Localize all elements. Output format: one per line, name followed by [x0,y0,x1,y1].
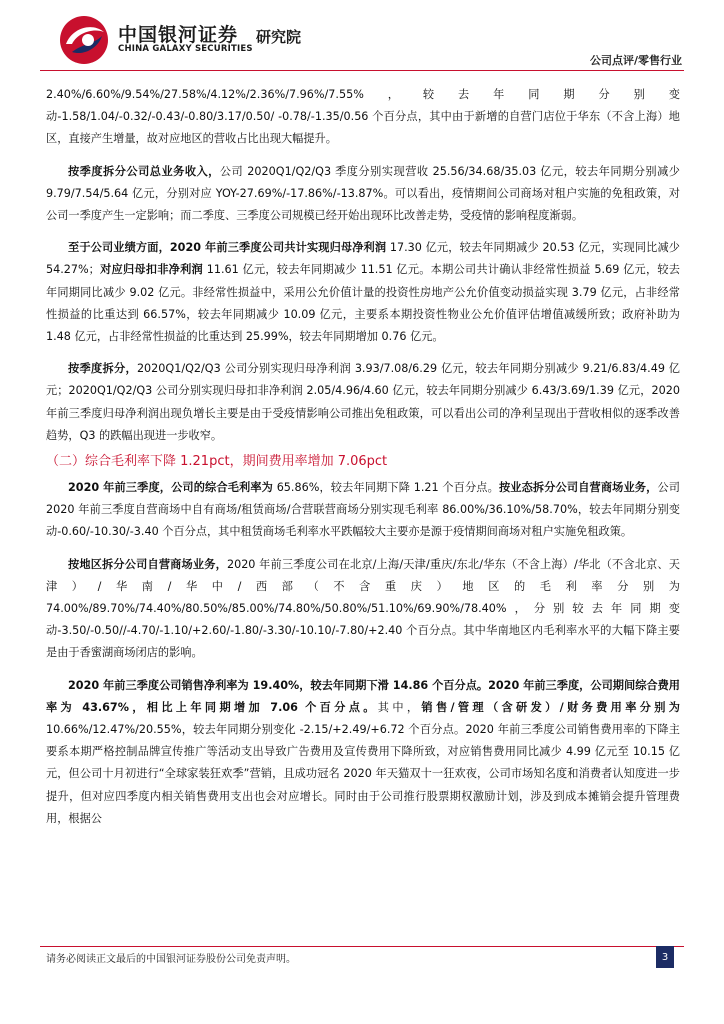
paragraph-region-margin [46,554,680,665]
paragraph-region-revenue: 2.40%/6.60%/9.54%/27.58%/4.12%/2.36%/7.96%/7.55%，较去年同期分别变动-1.58/1.04/-0.32/-0.43/-0.80/3.17/0.50/ -0.78/-1.35/0.56 个百分点，其中由于新增的自营门店位于华东（不含上海）地区，直接产生增量，故对应地区的营收占比出现大幅提升。 [46,88,680,146]
paragraph-text: 11.61 亿元，较去年同期减少 11.51 亿元。本期公司共计确认非经常性损益 5.69 亿元，较去年同期同比减少 9.02 亿元。非经常性损益中，采用公允价值计量的投资性房地产公允价值变动损益实现 3.79 亿元，占非经常性损益的比重达到 66.57%，较去年同期减少 10.09 亿元，主要系本期投资性物业公允价值评估增值减缓所致；政府补助为 1.48 亿元，占非经常性损益的比重达到 25.99%，较去年同期增加 0.76 亿元。 [46,263,680,344]
paragraph-text: 2020Q1/Q2/Q3 公司分别实现归母净利润 3.93/7.08/6.29 亿元，较去年同期分别减少 9.21/6.83/4.49 亿元；2020Q1/Q2/Q3 公司分别实现归母扣非净利润 2.05/4.96/4.60 亿元，较去年同期分别减少 6.43/3.69/1.39 亿元，2020 年前三季度归母净利润出现负增长主要是由于受疫情影响公司推出免租政策，可以看出公司的净利呈现出于营收相似的逐季改善趋势，Q3 的跌幅出现进一步收窄。 [46,362,680,442]
report-category: 公司点评/零售行业 [589,54,682,67]
paragraph-text: 公司 2020Q1/Q2/Q3 季度分别实现营收 25.56/34.68/35.03 亿元，较去年同期分别减少 9.79/7.54/5.64 亿元，分别对应 YOY-27.69%/-17.86%/-13.87%。可以看出，疫情期间公司商场对租户实施的免租政策，对公司一季度产生一定影响；而二季度、三季度公司规模已经开始出现环比改善走势，受疫情的影响程度渐弱。 [46,164,680,223]
paragraph-lead: 按季度拆分公司总业务收入， [68,164,220,178]
paragraph-quarterly-revenue [46,161,680,228]
paragraph-lead: 2020 年前三季度公司销售净利率为 19.40%，较去年同期下滑 14.86 个百分点。2020 年前三季度，公司期间综合费用率为 43.67%，相比上年同期增加 7.06 个百分点。 [46,678,680,714]
paragraph-text: 公司 2020 年前三季度自营商场中自有商场/租赁商场/合营联营商场分别实现毛利率 86.00%/36.10%/58.70%，较去年同期分别变动-0.60/-10.30/-3.40 个百分点，其中租赁商场毛利率水平跌幅较大主要亦是源于疫情期间商场对租户实施免租政策。 [46,481,680,539]
paragraph-emphasis: 对应归母扣非净利润 [99,263,203,277]
paragraph-net-profit [46,237,680,348]
brand-name-en: CHINA GALAXY SECURITIES [118,44,253,54]
paragraph-expense-ratio [46,675,680,830]
document-body [46,84,680,830]
paragraph-lead: 2020 年前三季度，公司的综合毛利率为 [68,481,273,495]
footer-divider [40,946,684,947]
paragraph-lead: 至于公司业绩方面，2020 年前三季度公司共计实现归母净利润 [68,241,387,255]
footer-disclaimer: 请务必阅读正文最后的中国银河证券股份公司免责声明。 [46,954,296,965]
page-header [0,0,724,72]
paragraph-lead: 按季度拆分， [68,362,137,376]
paragraph-text: 2020 年前三季度公司在北京/上海/天津/重庆/东北/华东（不含上海）/华北（不含北京、天津）/华南/华中/西部（不含重庆）地区的毛利率分别为 74.00%/89.70%/74.40%/80.50%/85.00%/74.80%/50.80%/51.10%/69.90%/78.40%，分别较去年同期变动-3.50/-0.50//-4.70/-1.10/+2.60/-1.80/-3.30/-10.10/-7.80/+2.40 个百分点。其中华南地区内毛利率水平的大幅下降主要是由于香蜜湖商场闭店的影响。 [46,557,680,660]
paragraph-emphasis: 按业态拆分公司自营商场业务， [498,481,658,495]
section-heading: （二）综合毛利率下降 1.21pct，期间费用率增加 7.06pct [46,454,388,470]
brand-name-cn: 中国银河证券 [118,24,239,46]
galaxy-logo-icon [58,14,110,66]
brand-subtitle: 研究院 [256,28,302,46]
paragraph-text: 其中， [377,700,422,714]
paragraph-quarterly-profit [46,358,680,447]
paragraph-gross-margin [46,477,680,544]
paragraph-emphasis: 销售/管理（含研发）/财务费用率分别为 [421,700,680,714]
paragraph-text: 10.66%/12.47%/20.55%，较去年同期分别变化 -2.15/+2.49/+6.72 个百分点。2020 年前三季度公司销售费用率的下降主要系本期严格控制品牌宣传推广等活动支出导致广告费用及宣传费用下降所致，对应销售费用同比减少 4.99 亿元至 10.15 亿元，但公司十月初进行“全球家装狂欢季”营销，且成功冠名 2020 年天猫双十一狂欢夜，公司市场知名度和消费者认知度进一步提升，但对应四季度内相关销售费用支出也会对应增长。同时由于公司推行股票期权激励计划，涉及到成本摊销会提升管理费用，根据公 [46,723,680,825]
paragraph-text: 65.86%，较去年同期下降 1.21 个百分点。 [273,481,499,495]
paragraph-text: 17.30 亿元，较去年同期减少 20.53 亿元，实现同比减少 54.27%； [46,241,680,277]
page-number: 3 [656,946,674,968]
paragraph-lead: 按地区拆分公司自营商场业务， [68,557,227,571]
header-divider [40,70,684,71]
